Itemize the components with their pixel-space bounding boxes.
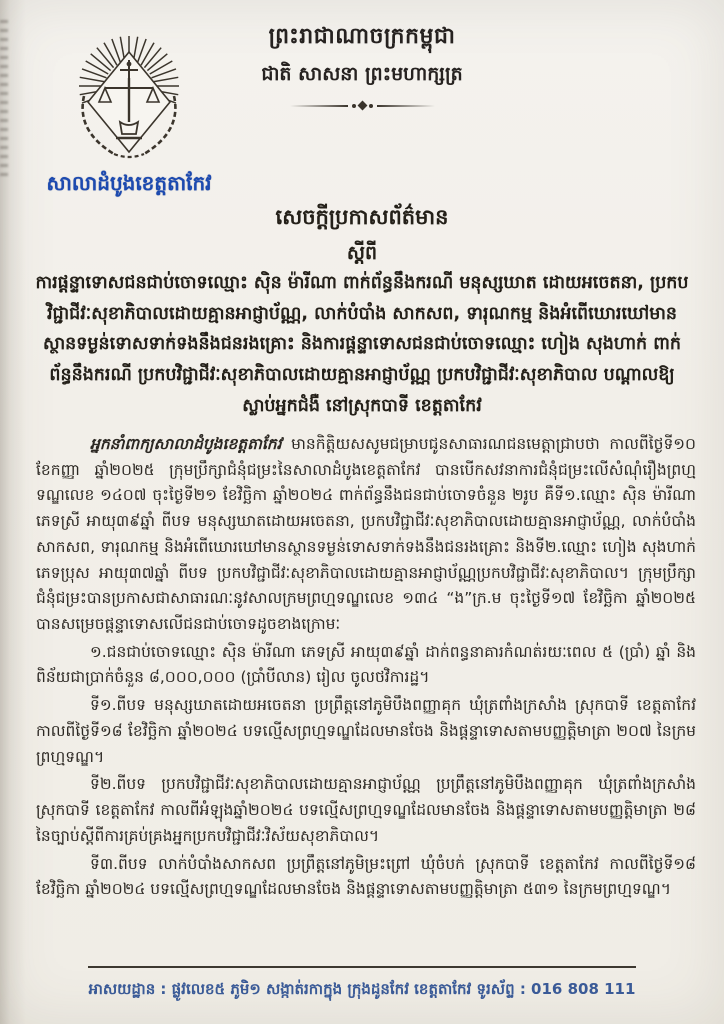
charge-1-paragraph: ទី១.ពីបទ មនុស្សឃាតដោយអចេតនា ប្រព្រឹត្តនៅភូមិបឹងពញ្ញាគុក ឃុំត្រពាំងក្រសាំង ស្រុកបាទី ខេត្តតាកែវ កាលពីថ្ងៃទី១៨ ខែវិច្ឆិកា ឆ្នាំ២០២៤ បទល្មើសព្រហ្មទណ្ឌដែលមានចែង និងផ្តន្ទាទោសតាមបញ្ញត្តិមាត្រា ២០៧ នៃក្រមព្រហ្មទណ្ឌ។ [36,696,696,766]
footer-address: អាសយដ្ឋាន : ផ្លូវលេខ៥ ភូមិ១ សង្កាត់រកាក្នុង ក្រុងដូនកែវ ខេត្តតាកែវ ទូរស័ព្ទ : 016 808 111 [88,980,636,998]
divider-line-right [377,105,435,107]
court-name: សាលាដំបូងខេត្តតាកែវ [46,171,212,195]
divider-ornament-icon [352,102,373,109]
document-subject: ការផ្តន្ទាទោសជនជាប់ចោទឈ្មោះ ស៊ិន ម៉ារីណា ពាក់ព័ន្ធនឹងករណី មនុស្សឃាត ដោយអចេតនា, ប្រកបវិជ្ជាជីវៈសុខាភិបាលដោយគ្មានអាជ្ញាប័ណ្ណ, លាក់បំបាំង សាកសព, ទារុណកម្ម និងអំពើឃោរឃៅមានស្ថានទម្ងន់ទោសទាក់ទងនឹងជនរងគ្រោះ និងការផ្តន្ទាទោសជនជាប់ចោទឈ្មោះ ហៀង សុងហាក់ ពាក់ព័ន្ធនឹងករណី ប្រកបវិជ្ជាជីវៈសុខាភិបាលដោយគ្មានអាជ្ញាប័ណ្ណ ប្រកបវិជ្ជាជីវៈសុខាភិបាល បណ្តាលឱ្យស្លាប់អ្នកជំងឺ នៅស្រុកបាទី ខេត្តតាកែវ [35,273,689,416]
verdict-paragraph: ១.ជនជាប់ចោទឈ្មោះ ស៊ិន ម៉ារីណា ភេទស្រី អាយុ៣៩ឆ្នាំ ដាក់ពន្ធនាគារកំណត់រយៈពេល ៥ (ប្រាំ) ឆ្នាំ និងពិន័យជាប្រាក់ចំនួន ៨,០០០,០០០ (ប្រាំបីលាន) រៀល ចូលថវិការដ្ឋ។ [36,642,696,687]
divider-line-left [290,105,348,107]
intro-text: មានកិត្តិយសសូមជម្រាបជូនសាធារណជនមេត្តាជ្រាបថា កាលពីថ្ងៃទី១០ ខែកញ្ញា ឆ្នាំ២០២៥ ក្រុមប្រឹក្សាជំនុំជម្រះនៃសាលាដំបូងខេត្តតាកែវ បានបើកសវនាការជំនុំជម្រះលើសំណុំរឿងព្រហ្មទណ្ឌលេខ ១៤០៧ ចុះថ្ងៃទី២១ ខែវិច្ឆិកា ឆ្នាំ២០២៤ ពាក់ព័ន្ធនឹងជនជាប់ចោទចំនួន ២រូប គឺទី១.ឈ្មោះ ស៊ិន ម៉ារីណា ភេទស្រី អាយុ៣៩ឆ្នាំ ពីបទ មនុស្សឃាតដោយអចេតនា, ប្រកបវិជ្ជាជីវៈសុខាភិបាលដោយគ្មានអាជ្ញាប័ណ្ណ, លាក់បំបាំងសាកសព, ទារុណកម្ម និងអំពើឃោរឃៅមានស្ថានទម្ងន់ទោសទាក់ទងនឹងជនរងគ្រោះ និងទី២.ឈ្មោះ ហៀង សុងហាក់ ភេទប្រុស អាយុ៣៧ឆ្នាំ ពីបទ ប្រកបវិជ្ជាជីវៈសុខាភិបាលដោយគ្មានអាជ្ញាប័ណ្ណប្រកបវិជ្ជាជីវៈសុខាភិបាល។ ក្រុមប្រឹក្សាជំនុំជម្រះបានប្រកាសជាសាធារណៈនូវសាលក្រមព្រហ្មទណ្ឌលេខ ១៣៤ “ង”ក្រ.ម ចុះថ្ងៃទី១៧ ខែវិច្ឆិកា ឆ្នាំ២០២៥ បានសម្រេចផ្តន្ទាទោសលើជនជាប់ចោទដូចខាងក្រោមៈ [36,435,696,634]
national-motto: ជាតិ សាសនា ព្រះមហាក្សត្រ [261,63,463,85]
document-title: សេចក្តីប្រកាសព័ត៌មាន [275,205,449,229]
kingdom-title: ព្រះរាជាណាចក្រកម្ពុជា [268,24,456,49]
charge-2-paragraph: ទី២.ពីបទ ប្រកបវិជ្ជាជីវៈសុខាភិបាលដោយគ្មានអាជ្ញាប័ណ្ណ ប្រព្រឹត្តនៅភូមិបឹងពញ្ញាគុក ឃុំត្រពាំងក្រសាំង ស្រុកបាទី ខេត្តតាកែវ កាលពីអំឡុងឆ្នាំ២០២៤ បទល្មើសព្រហ្មទណ្ឌដែលមានចែង និងផ្តន្ទាទោសតាមបញ្ញត្តិមាត្រា ២៨ នៃច្បាប់ស្តីពីការគ្រប់គ្រងអ្នកប្រកបវិជ្ជាជីវៈវិស័យសុខាភិបាល។ [36,775,696,845]
document-title-block [0,204,724,269]
court-emblem-block [44,26,214,200]
document-body [36,432,696,960]
footer-divider [88,966,636,968]
document-subtitle: ស្តីពី [346,242,378,264]
document-footer [0,966,724,1002]
intro-paragraph [36,432,696,638]
spokesperson-lead: អ្នកនាំពាក្យសាលាដំបូងខេត្តតាកែវ [90,435,282,453]
charge-3-paragraph: ទី៣.ពីបទ លាក់បំបាំងសាកសព ប្រព្រឹត្តនៅភូមិម្រះព្រៅ ឃុំចំបក់ ស្រុកបាទី ខេត្តតាកែវ កាលពីថ្ងៃទី១៨ ខែវិច្ឆិកា ឆ្នាំ២០២៤ បទល្មើសព្រហ្មទណ្ឌដែលមានចែង និងផ្តន្ទាទោសតាមបញ្ញត្តិមាត្រា ៥៣១ នៃក្រមព្រហ្មទណ្ឌ។ [36,854,696,899]
court-seal-icon [54,26,204,164]
